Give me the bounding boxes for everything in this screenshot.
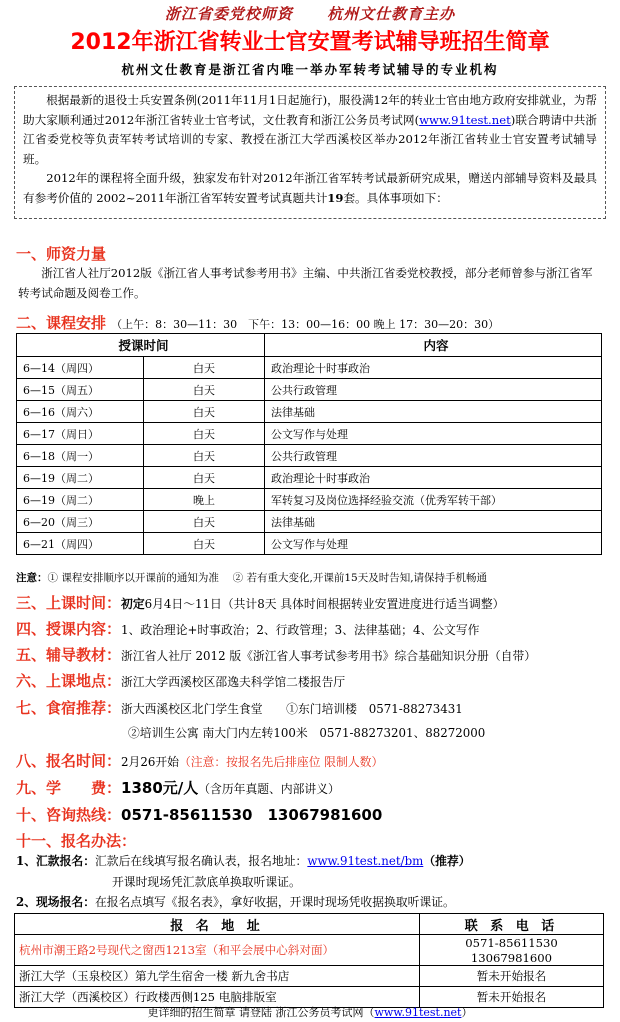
row-period: 晚上 [144,489,265,511]
row-date: 6—15（周五） [17,379,144,401]
row-date: 6—16（周六） [17,401,144,423]
section-lodging [16,697,610,718]
row-content: 公共行政管理 [265,379,602,401]
faculty-text: 浙江省人社厅2012版《浙江省人事考试参考用书》主编、中共浙江省委党校教授，部分老师曾参与浙江省军转考试命题及阅卷工作。 [18,266,593,300]
section-hotline [16,804,610,825]
header-time: 授课时间 [17,334,265,357]
section-title: 四、授课内容： [16,620,122,638]
section-title: 一、师资力量 [16,245,107,263]
table-row [17,423,602,445]
section-title: 十、咨询热线： [16,806,122,824]
location-text: 浙江大学西溪校区邵逸夫科学馆二楼报告厅 [121,675,346,689]
table-row [17,379,602,401]
row-content: 法律基础 [265,511,602,533]
row-date: 6—21（周四） [17,533,144,555]
method-1-line-2: 开课时现场凭汇款底单换取听课证。 [112,875,301,889]
row-content: 公共行政管理 [265,445,602,467]
banner-right: 杭州文仕教育主办 [327,5,456,23]
section-title: 八、报名时间： [16,752,122,770]
row-period: 白天 [144,467,265,489]
row-period: 白天 [144,423,265,445]
section-location [16,670,610,691]
section-title: 九、学 费： [16,779,122,797]
section-title: 二、课程安排 [16,314,107,332]
row-address: 浙江大学（西溪校区）行政楼西侧125 电脑排版室 [15,987,420,1008]
row-date: 6—19（周二） [17,489,144,511]
row-phone: 暂未开始报名 [420,966,604,987]
note-label: 注意： [16,572,48,584]
footer [0,1004,620,1020]
registration-note: （注意：按报名先后排座位 限制人数） [178,755,384,769]
row-date: 6—19（周二） [17,467,144,489]
footer-link[interactable]: www.91test.net [374,1006,462,1019]
section-content [16,618,610,639]
intro-text: 根据最新的退役士兵安置条例(2011年11月1日起施行)，服役满12年的转业士官由地方政府安排就业，为帮助大家顺利通过2012年浙江省转业士官考试，文仕教育和浙江公务员考试网( [23,93,597,127]
method-remittance [16,852,610,869]
class-hours: （上午：8：30—11：30 下午：13：00—16：00 晚上 17：30—20：30） [111,318,500,331]
intro-paragraph-2 [23,169,597,208]
row-period: 白天 [144,357,265,379]
section-class-time [16,592,610,613]
registration-link[interactable]: www.91test.net/bm [307,854,424,868]
method-onsite [16,893,610,910]
section-title: 五、辅导教材： [16,646,122,664]
table-row [17,445,602,467]
row-address: 杭州市潮王路2号现代之窗西1213室（和平会展中心斜对面） [15,935,420,966]
section-title: 十一、报名办法： [16,832,137,850]
section-materials [16,644,610,665]
section-schedule [16,312,499,333]
row-date: 6—20（周三） [17,511,144,533]
method-1-label: 1、汇款报名： [16,854,95,868]
contact-table [14,913,604,1008]
tuition-price: 1380元/人 [121,779,199,797]
row-address: 浙江大学（玉泉校区）第九学生宿舍一楼 新九舍书店 [15,966,420,987]
table-row [17,401,602,423]
section-tuition [16,777,610,798]
recommended-tag: （推荐） [423,854,471,868]
row-content: 军转复习及岗位选择经验交流（优秀军转干部） [265,489,602,511]
section-title: 七、食宿推荐： [16,699,122,717]
website-link[interactable]: www.91test.net [419,112,511,127]
header-content: 内容 [265,334,602,357]
row-date: 6—17（周日） [17,423,144,445]
row-content: 法律基础 [265,401,602,423]
registration-date: 2月26开始 [121,755,179,769]
intro-text: )联合聘请中共浙江省委党校等负责军转考试培训的专家、教授在浙江大学西溪校区举办2012年浙江省转业士官安置考试辅导班。 [23,112,597,166]
row-date: 6—14（周四） [17,357,144,379]
note-text: ① 课程安排顺序以开课前的通知为准 ② 若有重大变化,开课前15天及时告知,请保持手机畅通 [47,572,488,584]
method-2-label: 2、现场报名： [16,895,95,909]
faculty-body [0,263,620,303]
table-row [17,511,602,533]
row-content: 公文写作与处理 [265,423,602,445]
section-faculty [16,243,106,264]
materials-text: 浙江省人社厅 2012 版《浙江省人事考试参考用书》综合基础知识分册（自带） [121,649,537,663]
class-time-text: 6月4日～11日（共计8天 具体时间根据转业安置进度进行适当调整） [144,597,505,611]
hotline-numbers: 0571-85611530 13067981600 [121,806,383,824]
row-content: 政治理论十时事政治 [265,357,602,379]
header-phone: 联 系 电 话 [420,914,604,935]
row-period: 白天 [144,401,265,423]
table-row [17,489,602,511]
intro-set-count: 19 [327,190,344,205]
table-row [17,533,602,555]
method-1-text: 汇款后在线填写报名确认表，报名地址： [95,854,308,868]
header-address: 报 名 地 址 [15,914,420,935]
footer-text: 更详细的招生简章 请登陆 浙江公务员考试网（ [147,1006,375,1019]
content-text: 1、政治理论+时事政治；2、行政管理；3、法律基础；4、公文写作 [121,623,480,637]
banner-left: 浙江省委党校师资 [164,5,293,23]
intro-paragraph-1 [23,91,597,169]
table-row [15,966,604,987]
row-period: 白天 [144,445,265,467]
section-registration-time [16,750,610,771]
row-period: 白天 [144,511,265,533]
intro-text: 2012年的课程将全面升级，独家发布针对2012年浙江省军转考试最新研究成果，赠送内部辅导资料及最具有参考价值的 2002~2011年浙江省军转安置考试真题共计 [23,171,597,205]
table-row [17,467,602,489]
tuition-text: （含历年真题、内部讲义） [198,782,340,796]
schedule-table [16,333,602,555]
intro-text: 套。具体事项如下： [343,190,448,205]
page-subtitle: 杭州文仕教育是浙江省内唯一举办军转考试辅导的专业机构 [121,62,499,77]
row-date: 6—18（周一） [17,445,144,467]
row-phone: 暂未开始报名 [420,987,604,1008]
row-content: 政治理论十时事政治 [265,467,602,489]
footer-tail: ） [461,1006,473,1019]
lodging-line-2-text: ②培训生公寓 南大门内左转100米 0571-88273201、88272000 [128,726,486,740]
table-row [17,357,602,379]
row-period: 白天 [144,379,265,401]
row-phone: 0571-85611530 13067981600 [420,935,604,966]
lodging-line-2 [128,724,610,741]
intro-box [14,86,606,219]
schedule-note [16,570,610,585]
method-2-text: 在报名点填写《报名表》，拿好收据，开课时现场凭收据换取听课证。 [95,895,455,909]
row-period: 白天 [144,533,265,555]
section-title: 三、上课时间： [16,594,122,612]
lodging-line-1: 浙大西溪校区北门学生食堂 ①东门培训楼 0571-88273431 [121,702,463,716]
section-registration-method [16,830,610,851]
top-banner [0,0,620,28]
tentative-label: 初定 [121,597,145,611]
page-title: 2012年浙江省转业士官安置考试辅导班招生简章 [70,30,550,55]
section-title: 六、上课地点： [16,672,122,690]
table-row [15,935,604,966]
row-content: 公文写作与处理 [265,533,602,555]
method-remittance-line-2 [112,873,610,890]
